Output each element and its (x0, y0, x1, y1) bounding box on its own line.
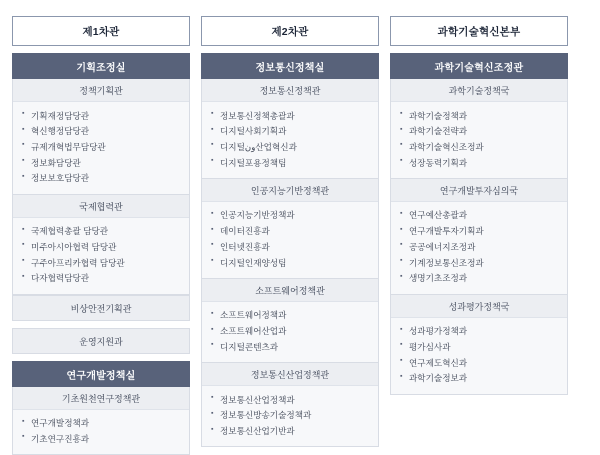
division-header: 소프트웨어정책관 (202, 279, 378, 302)
list-item: ▪ 미주아시아협력 담당관 (13, 239, 189, 255)
list-item: ▪ 연구개발정책과 (13, 416, 189, 432)
list-item: ▪ 국제협력총괄 담당관 (13, 224, 189, 240)
division-block (12, 387, 190, 455)
division-header: 정책기획관 (13, 79, 189, 102)
division-block (12, 195, 190, 295)
list-item: ▪ 디지털사회기획과 (202, 124, 378, 140)
division-header: 성과평가정책국 (391, 295, 567, 318)
list-item: ▪ 데이터진흥과 (202, 224, 378, 240)
list-item: ▪ 규제개혁법무담당관 (13, 139, 189, 155)
division-header: 기초원천연구정책관 (13, 387, 189, 410)
list-item: ▪ 소프트웨어산업과 (202, 324, 378, 340)
list-item: ▪ 구주아프리카협력 담당관 (13, 255, 189, 271)
list-item: ▪ 과학기술혁신조정과 (391, 139, 567, 155)
list-item: ▪ 과학기술정보과 (391, 371, 567, 387)
list-item: ▪ 디지털콘텐츠과 (202, 339, 378, 355)
division-block (390, 179, 568, 295)
list-item: ▪ 디지털ون산업혁신과 (202, 139, 378, 155)
list-item: ▪ 혁신행정담당관 (13, 124, 189, 140)
division-list (202, 102, 378, 178)
division-block (201, 363, 379, 447)
list-item: ▪ 정보통신정책총괄과 (202, 108, 378, 124)
support-division: 운영지원과 (12, 328, 190, 354)
division-list (391, 318, 567, 394)
bureau-group (201, 53, 379, 447)
bureau-group (12, 361, 190, 455)
list-item: ▪ 과학기술정책과 (391, 108, 567, 124)
list-item: ▪ 연구개발투자기획과 (391, 224, 567, 240)
bureau-group (390, 53, 568, 395)
division-block (390, 79, 568, 179)
list-item: ▪ 인터넷진흥과 (202, 239, 378, 255)
division-block (201, 79, 379, 179)
division-list (391, 102, 567, 178)
org-column (12, 16, 190, 455)
bureau-header: 정보통신정책실 (201, 53, 379, 79)
column-title: 제2차관 (201, 16, 379, 46)
list-item: ▪ 다자협력담당관 (13, 271, 189, 287)
division-list (13, 218, 189, 294)
bureau-header: 기획조정실 (12, 53, 190, 79)
division-header: 과학기술정책국 (391, 79, 567, 102)
list-item: ▪ 인공지능기반정책과 (202, 208, 378, 224)
column-title: 과학기술혁신본부 (390, 16, 568, 46)
division-list (13, 410, 189, 454)
division-block (201, 179, 379, 279)
division-header: 비상안전기획관 (12, 295, 190, 321)
bureau-group (12, 53, 190, 354)
list-item: ▪ 연구예산총괄과 (391, 208, 567, 224)
column-title: 제1차관 (12, 16, 190, 46)
spacer (12, 321, 190, 328)
org-column (390, 16, 568, 395)
division-header: 연구개발투자심의국 (391, 179, 567, 202)
list-item: ▪ 정보화담당관 (13, 155, 189, 171)
division-list (202, 386, 378, 446)
list-item: ▪ 성장동력기획과 (391, 155, 567, 171)
division-block (390, 295, 568, 395)
list-item: ▪ 정보통신산업정책과 (202, 392, 378, 408)
list-item: ▪ 공공에너지조정과 (391, 239, 567, 255)
division-list (202, 202, 378, 278)
division-block (201, 279, 379, 363)
list-item: ▪ 성과평가정책과 (391, 324, 567, 340)
division-header: 정보통신정책관 (202, 79, 378, 102)
division-header: 국제협력관 (13, 195, 189, 218)
list-item: ▪ 정보통신방송기술정책과 (202, 408, 378, 424)
list-item: ▪ 디지털포용정책팀 (202, 155, 378, 171)
division-block (12, 79, 190, 195)
division-list (13, 102, 189, 194)
division-header: 인공지능기반정책관 (202, 179, 378, 202)
list-item: ▪ 정보보호담당관 (13, 171, 189, 187)
list-item: ▪ 디지털인재양성팀 (202, 255, 378, 271)
list-item: ▪ 기획재정담당관 (13, 108, 189, 124)
list-item: ▪ 소프트웨어정책과 (202, 308, 378, 324)
list-item: ▪ 정보통신산업기반과 (202, 424, 378, 440)
division-header: 정보통신산업정책관 (202, 363, 378, 386)
list-item: ▪ 과학기술전략과 (391, 124, 567, 140)
list-item: ▪ 기초연구진흥과 (13, 431, 189, 447)
list-item: ▪ 평가심사과 (391, 339, 567, 355)
list-item: ▪ 기계정보통신조정과 (391, 255, 567, 271)
division-list (202, 302, 378, 362)
division-list (391, 202, 567, 294)
org-column (201, 16, 379, 447)
list-item: ▪ 연구제도혁신과 (391, 355, 567, 371)
bureau-header: 과학기술혁신조정관 (390, 53, 568, 79)
bureau-header: 연구개발정책실 (12, 361, 190, 387)
list-item: ▪ 생명기초조정과 (391, 271, 567, 287)
